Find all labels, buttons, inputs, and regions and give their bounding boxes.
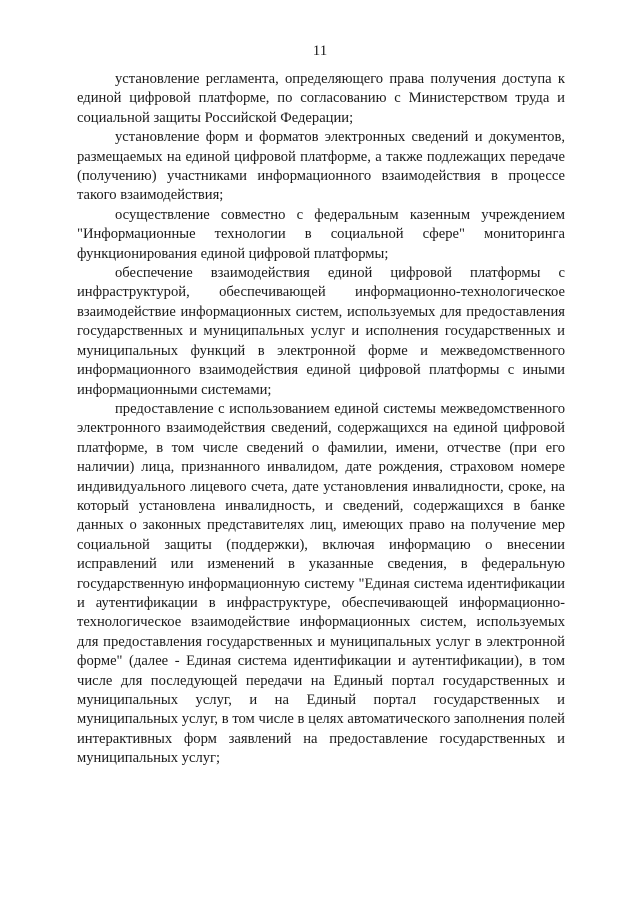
paragraph-regulation: установление регламента, определяющего права получения доступа к единой цифровой платформе, по согласованию с Министерством труда и социальной защиты Российской Федерации; <box>77 71 565 126</box>
page-number: 11 <box>312 43 328 59</box>
paragraph-forms-formats: установление форм и форматов электронных сведений и документов, размещаемых на единой цифровой платформе, а также подлежащих передаче (получению) участниками информационного взаимодействия в процессе такого взаимодействия; <box>77 129 565 204</box>
paragraph-interaction: обеспечение взаимодействия единой цифровой платформы с инфраструктурой, обеспечивающей информационно-технологическое взаимодействие информационных систем, используемых для предоставления государственных и муниципальных услуг и исполнения государственных и муниципальных функций в электронной форме и межведомственного информационного взаимодействия единой цифровой платформы с иными информационными системами; <box>77 265 565 398</box>
paragraph-provision: предоставление с использованием единой системы межведомственного электронного взаимодействия сведений, содержащихся на единой цифровой платформе, в том числе сведений о фамилии, имени, отчестве (при его наличии) лица, признанного инвалидом, дате рождения, страховом номере индивидуального лицевого счета, дате установления инвалидности, сроке, на который установлена инвалидность, и сведений, содержащихся в банке данных о законных представителях лиц, имеющих право на получение мер социальной защиты (поддержки), включая информацию о внесении исправлений или изменений в указанные сведения, в федеральную государственную информационную систему "Единая система идентификации и аутентификации в инфраструктуре, обеспечивающей информационно-технологическое взаимодействие информационных систем, используемых для предоставления государственных и муниципальных услуг в электронной форме" (далее - Единая система идентификации и аутентификации), в том числе для последующей передачи на Единый портал государственных и муниципальных услуг, и на Единый портал государственных и муниципальных услуг, в том числе в целях автоматического заполнения полей интерактивных форм заявлений на предоставление государственных и муниципальных услуг; <box>77 400 565 767</box>
paragraph-monitoring: осуществление совместно с федеральным казенным учреждением "Информационные технологии в социальной сфере" мониторинга функционирования единой цифровой платформы; <box>77 206 565 262</box>
document-body <box>77 70 565 769</box>
